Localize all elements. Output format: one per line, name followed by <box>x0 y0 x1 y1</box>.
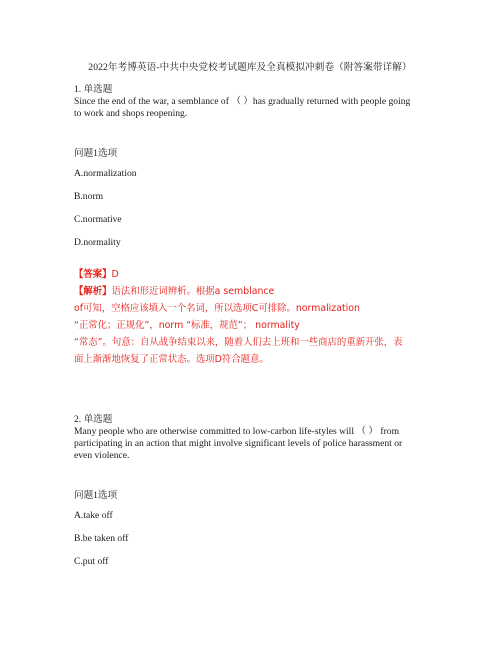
question-1-option-c: C.normative <box>74 214 122 225</box>
question-1-option-b: B.norm <box>74 191 104 202</box>
question-2-option-b: B.be taken off <box>74 533 129 544</box>
question-1-stem-line-1: Since the end of the war, a semblance of （ ）has gradually returned with people going <box>74 96 411 107</box>
question-1-stem-line-2: to work and shops reopening. <box>74 108 188 119</box>
question-1 <box>74 84 434 120</box>
analysis-text-1: 语法和形近词辨析。根据a semblance <box>111 286 275 297</box>
question-1-header: 1. 单选题 <box>74 84 113 95</box>
question-1-option-a: A.normalization <box>74 168 137 179</box>
analysis-line-2: of可知，空格应该填入一个名词，所以选项C可排除。normalization <box>74 303 360 314</box>
question-2-header: 2. 单选题 <box>74 414 113 425</box>
question-2-options-label: 问题1选项 <box>74 490 118 501</box>
question-2-stem-line-2: participating in an action that might involve significant levels of police harassment or <box>74 438 403 449</box>
answer-tag: 【答案】 <box>74 269 112 280</box>
answer-line <box>74 266 444 283</box>
analysis-line-1 <box>74 283 444 300</box>
analysis-tag: 【解析】 <box>74 286 112 297</box>
question-2-stem-line-1: Many people who are otherwise committed to low-carbon life-styles will （ ） from <box>74 426 400 437</box>
analysis-line-5: 面上渐渐地恢复了正常状态。选项D符合题意。 <box>74 354 269 365</box>
analysis-line-4: “常态”。句意：自从战争结束以来，随着人们去上班和一些商店的重新开张，表 <box>74 337 403 348</box>
answer-value: D <box>111 269 119 280</box>
question-1-options-label: 问题1选项 <box>74 148 118 159</box>
question-2-option-c: C.put off <box>74 556 109 567</box>
question-2-option-a: A.take off <box>74 510 113 521</box>
question-1-option-d: D.normality <box>74 237 121 248</box>
question-2-stem-line-3: even violence. <box>74 450 130 461</box>
question-2 <box>74 414 434 462</box>
analysis-line-3: “正常化；正规化”，norm “标准，规范”； normality <box>74 320 300 331</box>
document-title: 2022年考博英语-中共中央党校考试题库及全真模拟冲刺卷（附答案带详解） <box>88 62 412 73</box>
question-1-answer-block <box>74 266 444 368</box>
